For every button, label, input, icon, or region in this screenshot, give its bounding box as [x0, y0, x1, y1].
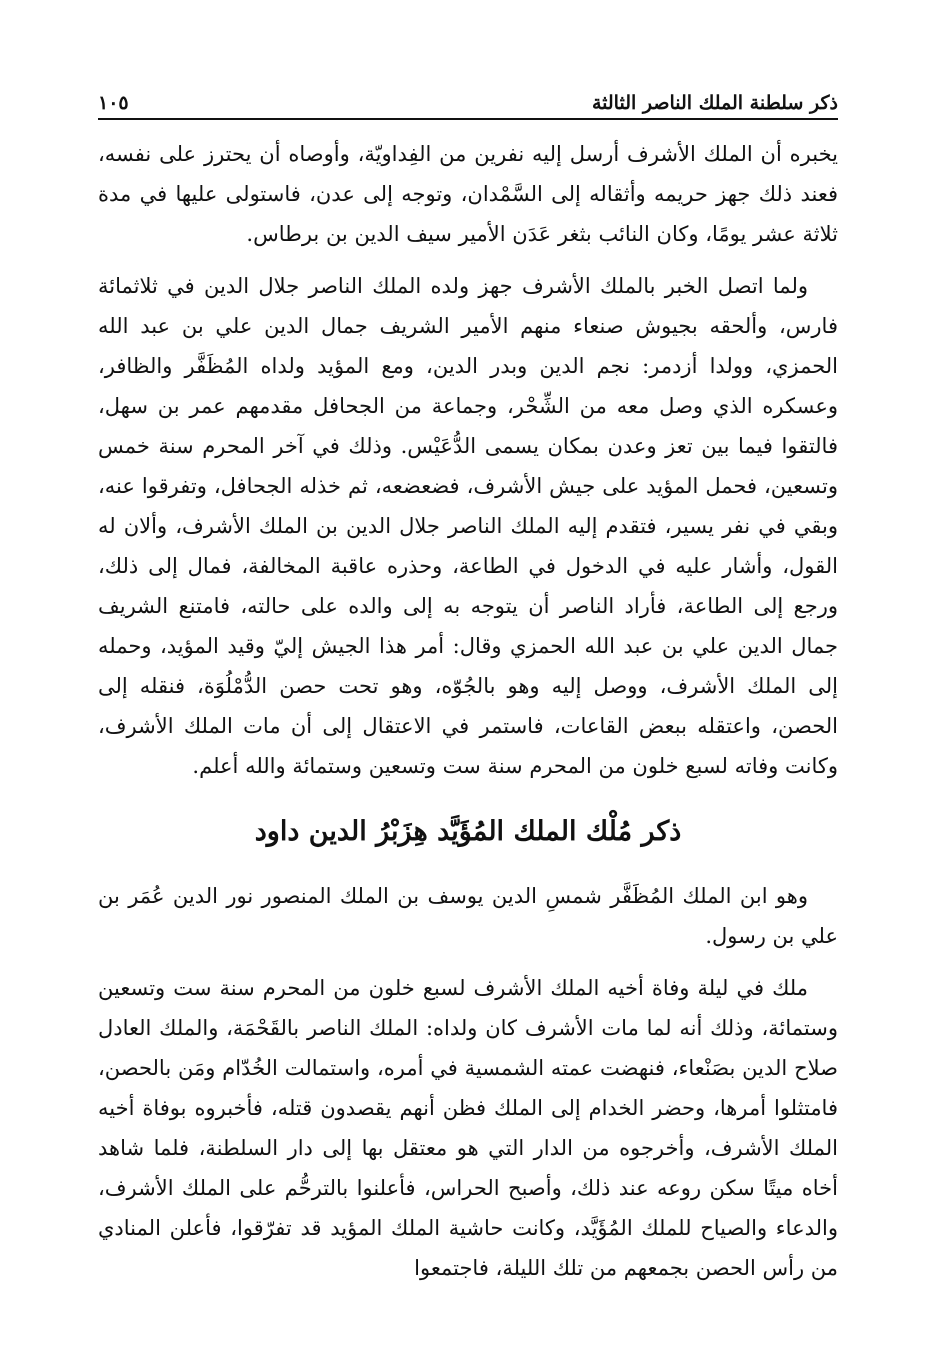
book-page: [98, 80, 838, 1288]
running-header: [98, 80, 838, 114]
paragraph-continuation: يخبره أن الملك الأشرف أرسل إليه نفرين من الفِداويّة، وأوصاه أن يحترز على نفسه، فعند ذلك جهز حريمه وأثقاله إلى السَّمْدان، وتوجه إلى عدن، فاستولى عليها في مدة ثلاثة عشر يومًا، وكان النائب بثغر عَدَن الأمير سيف الدين بن برطاس.: [98, 142, 838, 246]
header-rule: [98, 118, 838, 120]
paragraph-battle: ولما اتصل الخبر بالملك الأشرف جهز ولده الملك الناصر جلال الدين في ثلاثمائة فارس، وألحقه بجيوش صنعاء منهم الأمير الشريف جمال الدين علي بن عبد الله الحمزي، وولدا أزدمر: نجم الدين وبدر الدين، ومع المؤيد ولداه المُظَفَّر والظافر، وعسكره الذي وصل معه من الشِّحْر، وجماعة من الجحافل مقدمهم عمر بن سهل، فالتقوا فيما بين تعز وعدن بمكان يسمى الدُّعَيْس. وذلك في آخر المحرم سنة خمس وتسعين، فحمل المؤيد على جيش الأشرف، فضعضعه، ثم خذله الجحافل، وتفرقوا عنه، وبقي في نفر يسير، فتقدم إليه الملك الناصر جلال الدين بن الملك الأشرف، وألان له القول، وأشار عليه في الدخول في الطاعة، وحذره عاقبة المخالفة، فمال إلى ذلك، ورجع إلى الطاعة، فأراد الناصر أن يتوجه به إلى والده على حالته، فامتنع الشريف جمال الدين علي بن عبد الله الحمزي وقال: أمر هذا الجيش إليّ وقيد المؤيد، وحمله إلى الملك الأشرف، ووصل إليه وهو بالجُوّه، وهو تحت حصن الدُّمْلُوَة، فنقله إلى الحصن، واعتقله ببعض القاعات، فاستمر في الاعتقال إلى أن مات الملك الأشرف، وكانت وفاته لسبع خلون من المحرم سنة ست وتسعين وستمائة والله أعلم.: [98, 274, 838, 778]
paragraph-accession: ملك في ليلة وفاة أخيه الملك الأشرف لسبع خلون من المحرم سنة ست وتسعين وستمائة، وذلك أنه لما مات الأشرف كان ولداه: الملك الناصر بالقَحْمَة، والملك العادل صلاح الدين بصَنْعاء، فنهضت عمته الشمسية في أمره، واستمالت الخُدّام ومَن بالحصن، فامتثلوا أمرها، وحضر الخدام إلى الملك فظن أنهم يقصدون قتله، فأخبروه بوفاة أخيه الملك الأشرف، وأخرجوه من الدار التي هو معتقل بها إلى دار السلطنة، فلما شاهد أخاه ميتًا سكن روعه عند ذلك، وأصبح الحراس، فأعلنوا بالترحُّم على الملك الأشرف، والدعاء والصياح للملك المُؤَيَّد، وكانت حاشية الملك المؤيد قد تفرّقوا، فأعلن المنادي من رأس الحصن بجمعهم من تلك الليلة، فاجتمعوا: [98, 976, 838, 1280]
page-number: ١٠٥: [98, 92, 129, 114]
paragraph-lineage: وهو ابن الملك المُظَفَّر شمسِ الدين يوسف بن الملك المنصور نور الدين عُمَر بن علي بن رسول.: [98, 884, 838, 948]
body-text: [98, 134, 838, 1288]
section-title: ذكر مُلْك الملك المُؤَيَّد هِزَبْرُ الدين داود: [254, 816, 682, 847]
running-title: ذكر سلطنة الملك الناصر الثالثة: [591, 92, 838, 114]
